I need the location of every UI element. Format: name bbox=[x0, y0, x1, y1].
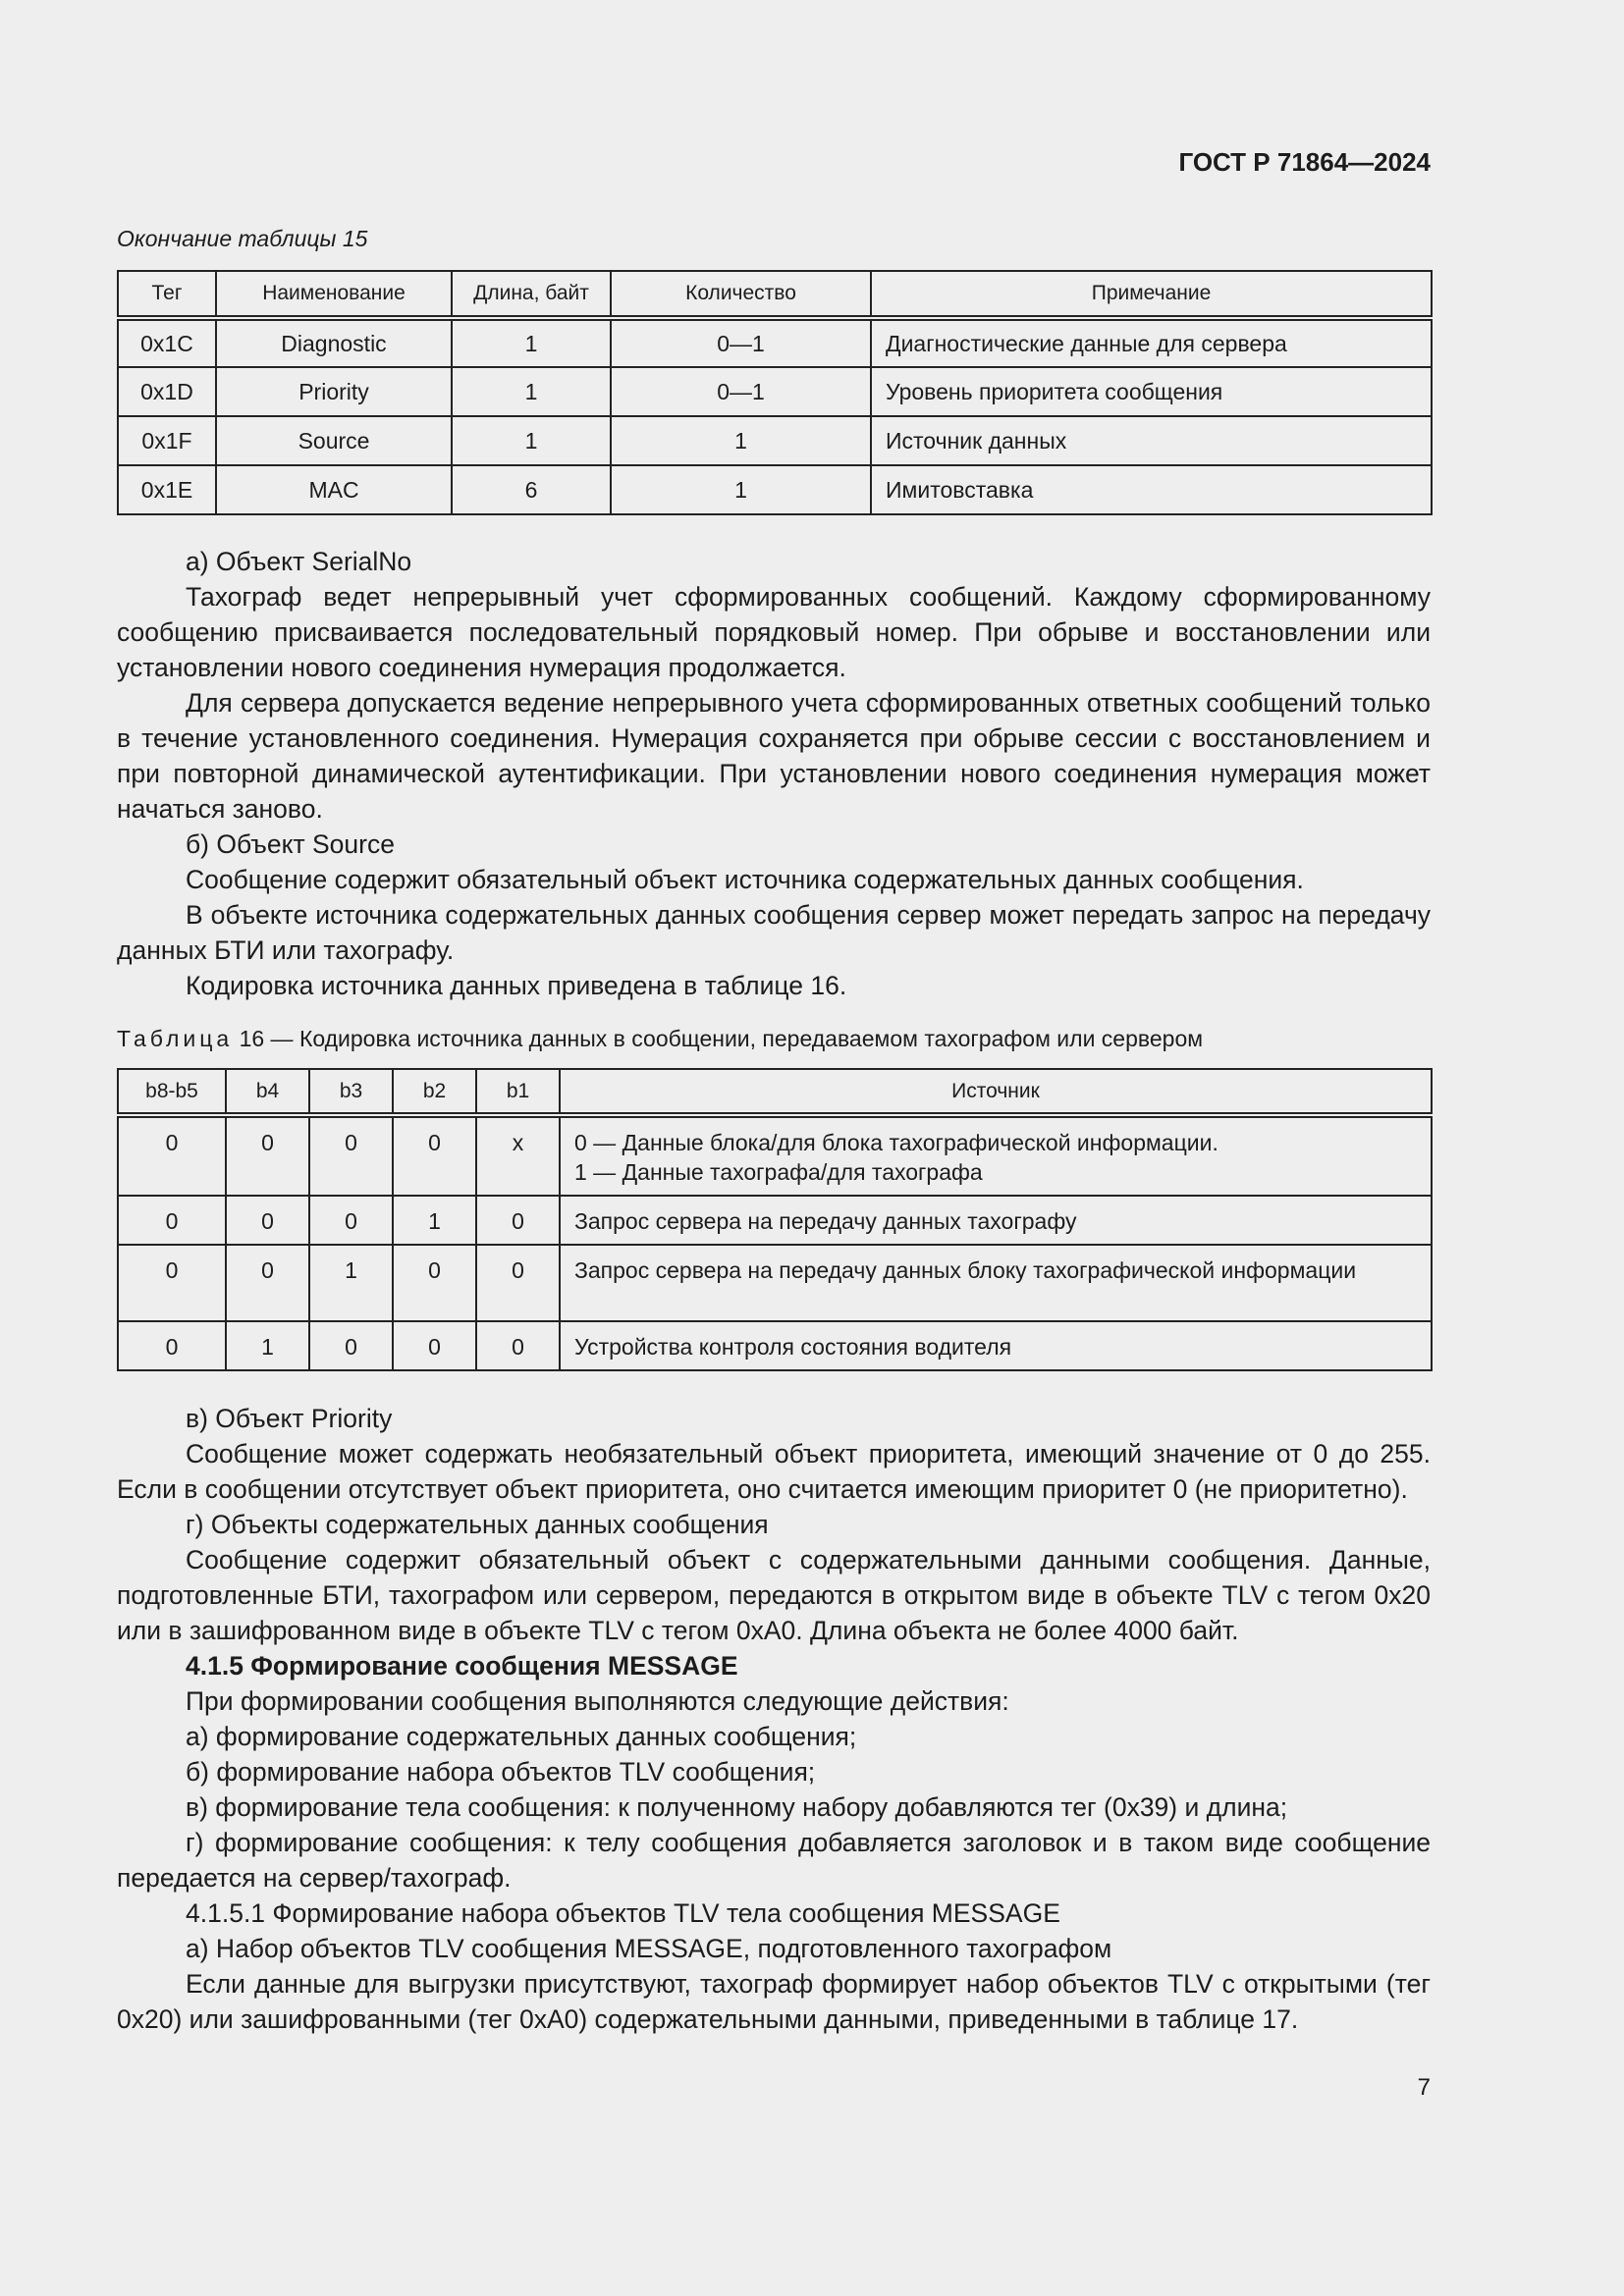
header-note: Примечание bbox=[871, 271, 1432, 318]
table-15 bbox=[117, 270, 1433, 515]
cell-bit: 0 bbox=[118, 1245, 226, 1321]
cell-tag: 0x1E bbox=[118, 465, 216, 514]
source-line: 1 — Данные тахографа/для тахографа bbox=[574, 1159, 983, 1185]
table-row bbox=[118, 367, 1432, 416]
table-row bbox=[118, 1245, 1432, 1321]
paragraph: Сообщение содержит обязательный объект с содержательными данными сообщения. Данные, подготовленные БТИ, тахографом или сервером, передаются в открытом виде в объекте TLV с тегом 0x20 или в зашифрованном виде в объекте TLV с тегом 0xA0. Длина объекта не более 4000 байт. bbox=[117, 1545, 1431, 1645]
cell-bit: 0 bbox=[309, 1115, 393, 1196]
paragraph: Если данные для выгрузки присутствуют, тахограф формирует набор объектов TLV с открытыми (тег 0x20) или зашифрованными (тег 0xA0) содержательными данными, приведенными в таблице 17. bbox=[117, 1969, 1431, 2034]
cell-length: 1 bbox=[452, 416, 611, 465]
cell-bit: 0 bbox=[309, 1321, 393, 1370]
cell-note: Уровень приоритета сообщения bbox=[871, 367, 1432, 416]
cell-tag: 0x1F bbox=[118, 416, 216, 465]
cell-bit: 0 bbox=[226, 1115, 309, 1196]
item-heading: а) Объект SerialNo bbox=[186, 547, 412, 576]
header-length: Длина, байт bbox=[452, 271, 611, 318]
cell-bit: 0 bbox=[118, 1196, 226, 1245]
header-source: Источник bbox=[560, 1069, 1432, 1115]
cell-count: 0—1 bbox=[611, 318, 871, 367]
cell-length: 6 bbox=[452, 465, 611, 514]
cell-count: 1 bbox=[611, 416, 871, 465]
table-16-caption-word: Таблица bbox=[117, 1026, 234, 1051]
cell-tag: 0x1C bbox=[118, 318, 216, 367]
cell-source: Устройства контроля состояния водителя bbox=[560, 1321, 1432, 1370]
section-serialno-source bbox=[117, 544, 1431, 1003]
cell-bit: 0 bbox=[476, 1245, 560, 1321]
paragraph: В объекте источника содержательных данных сообщения сервер может передать запрос на передачу данных БТИ или тахографу. bbox=[117, 900, 1431, 965]
list-item: в) формирование тела сообщения: к полученному набору добавляются тег (0x39) и длина; bbox=[186, 1792, 1288, 1822]
cell-bit: 0 bbox=[476, 1196, 560, 1245]
header-tag: Тег bbox=[118, 271, 216, 318]
cell-source bbox=[560, 1115, 1432, 1196]
header-b3: b3 bbox=[309, 1069, 393, 1115]
paragraph: Сообщение содержит обязательный объект источника содержательных данных сообщения. bbox=[186, 865, 1304, 894]
page-number: 7 bbox=[1417, 2074, 1431, 2101]
table-16 bbox=[117, 1068, 1433, 1371]
cell-bit: x bbox=[476, 1115, 560, 1196]
cell-note: Диагностические данные для сервера bbox=[871, 318, 1432, 367]
header-b2: b2 bbox=[393, 1069, 476, 1115]
header-count: Количество bbox=[611, 271, 871, 318]
cell-name: Priority bbox=[216, 367, 452, 416]
cell-bit: 0 bbox=[393, 1321, 476, 1370]
cell-bit: 0 bbox=[118, 1115, 226, 1196]
paragraph: При формировании сообщения выполняются следующие действия: bbox=[186, 1686, 1009, 1716]
section-heading: 4.1.5 Формирование сообщения MESSAGE bbox=[186, 1651, 738, 1681]
header-b4: b4 bbox=[226, 1069, 309, 1115]
cell-bit: 0 bbox=[226, 1245, 309, 1321]
section-priority-message bbox=[117, 1401, 1431, 2037]
cell-bit: 0 bbox=[309, 1196, 393, 1245]
table-15-caption: Окончание таблицы 15 bbox=[117, 226, 368, 251]
cell-name: MAC bbox=[216, 465, 452, 514]
cell-source: Запрос сервера на передачу данных тахографу bbox=[560, 1196, 1432, 1245]
item-heading: в) Объект Priority bbox=[186, 1404, 393, 1433]
cell-name: Source bbox=[216, 416, 452, 465]
cell-source: Запрос сервера на передачу данных блоку тахографической информации bbox=[560, 1245, 1432, 1321]
cell-bit: 0 bbox=[476, 1321, 560, 1370]
paragraph: Кодировка источника данных приведена в таблице 16. bbox=[186, 971, 847, 1000]
cell-bit: 0 bbox=[226, 1196, 309, 1245]
paragraph: Для сервера допускается ведение непрерывного учета сформированных ответных сообщений только в течение установленного соединения. Нумерация сохраняется при обрыве сессии с восстановлением и при повторной динамической аутентификации. При установлении нового соединения нумерация может начаться заново. bbox=[117, 688, 1431, 824]
paragraph: Тахограф ведет непрерывный учет сформированных сообщений. Каждому сформированному сообщению присваивается последовательный порядковый номер. При обрыве и восстановлении или установлении нового соединения нумерация продолжается. bbox=[117, 582, 1431, 682]
standard-number: ГОСТ Р 71864—2024 bbox=[1178, 147, 1431, 177]
cell-length: 1 bbox=[452, 318, 611, 367]
cell-bit: 0 bbox=[393, 1245, 476, 1321]
cell-bit: 0 bbox=[393, 1115, 476, 1196]
list-item: б) формирование набора объектов TLV сообщения; bbox=[186, 1757, 816, 1787]
cell-count: 1 bbox=[611, 465, 871, 514]
header-b8-b5: b8-b5 bbox=[118, 1069, 226, 1115]
cell-tag: 0x1D bbox=[118, 367, 216, 416]
table-row bbox=[118, 1115, 1432, 1196]
cell-name: Diagnostic bbox=[216, 318, 452, 367]
table-header-row bbox=[118, 1069, 1432, 1115]
cell-note: Источник данных bbox=[871, 416, 1432, 465]
cell-note: Имитовставка bbox=[871, 465, 1432, 514]
table-16-caption bbox=[117, 1026, 1203, 1052]
table-row bbox=[118, 1196, 1432, 1245]
list-item: а) формирование содержательных данных сообщения; bbox=[186, 1722, 857, 1751]
cell-bit: 1 bbox=[309, 1245, 393, 1321]
item-heading: г) Объекты содержательных данных сообщения bbox=[186, 1510, 769, 1539]
header-b1: b1 bbox=[476, 1069, 560, 1115]
source-line: 0 — Данные блока/для блока тахографической информации. bbox=[574, 1130, 1218, 1155]
item-heading: а) Набор объектов TLV сообщения MESSAGE, подготовленного тахографом bbox=[186, 1934, 1112, 1963]
header-name: Наименование bbox=[216, 271, 452, 318]
table-16-caption-text: 16 — Кодировка источника данных в сообщении, передаваемом тахографом или сервером bbox=[239, 1026, 1204, 1051]
table-row bbox=[118, 1321, 1432, 1370]
paragraph: Сообщение может содержать необязательный объект приоритета, имеющий значение от 0 до 255. Если в сообщении отсутствует объект приоритета, оно считается имеющим приоритет 0 (не приоритетно). bbox=[117, 1439, 1431, 1504]
cell-length: 1 bbox=[452, 367, 611, 416]
list-item: г) формирование сообщения: к телу сообщения добавляется заголовок и в таком виде сообщение передается на сервер/тахограф. bbox=[117, 1828, 1431, 1893]
cell-bit: 1 bbox=[393, 1196, 476, 1245]
table-header-row bbox=[118, 271, 1432, 318]
item-heading: б) Объект Source bbox=[186, 829, 395, 859]
subsection-heading: 4.1.5.1 Формирование набора объектов TLV тела сообщения MESSAGE bbox=[186, 1898, 1060, 1928]
table-row bbox=[118, 318, 1432, 367]
cell-bit: 0 bbox=[118, 1321, 226, 1370]
cell-count: 0—1 bbox=[611, 367, 871, 416]
cell-bit: 1 bbox=[226, 1321, 309, 1370]
table-row bbox=[118, 416, 1432, 465]
table-row bbox=[118, 465, 1432, 514]
